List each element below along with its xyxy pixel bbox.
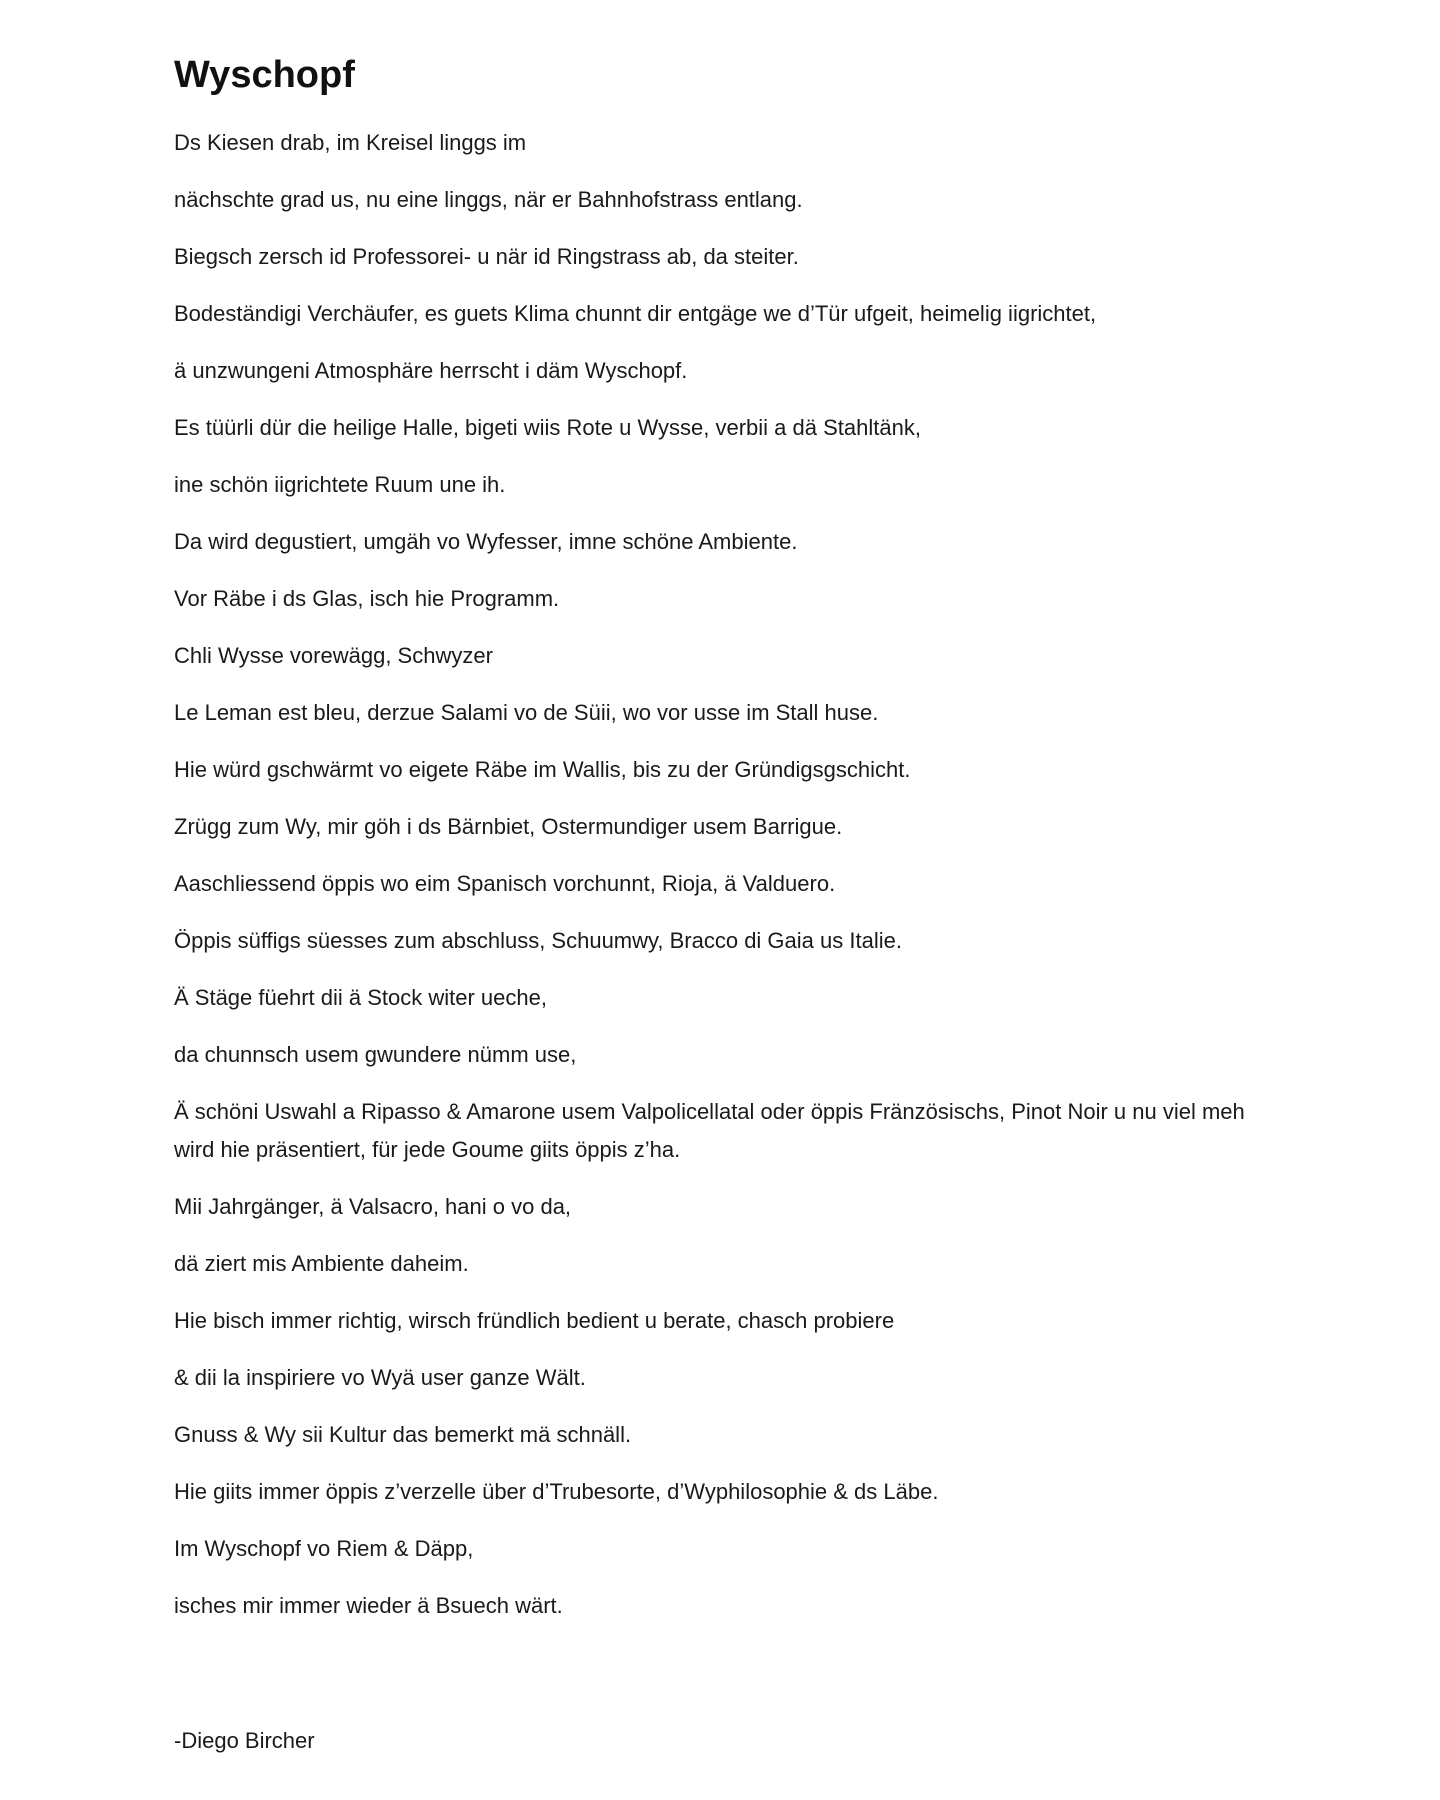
poem-line-15: Öppis süffigs süesses zum abschluss, Schuumwy, Bracco di Gaia us Italie.	[174, 928, 902, 953]
poem-title: Wyschopf	[174, 54, 355, 96]
poem-line-14: Aaschliessend öppis wo eim Spanisch vorchunnt, Rioja, ä Valduero.	[174, 871, 836, 896]
poem-line-8: Da wird degustiert, umgäh vo Wyfesser, imne schöne Ambiente.	[174, 529, 798, 554]
poem-line-6: Es tüürli dür die heilige Halle, bigeti wiis Rote u Wysse, verbii a dä Stahltänk,	[174, 415, 921, 440]
poem-line-19: Mii Jahrgänger, ä Valsacro, hani o vo da,	[174, 1194, 572, 1219]
poem-line-11: Le Leman est bleu, derzue Salami vo de Süii, wo vor usse im Stall huse.	[174, 700, 879, 725]
poem-line-13: Zrügg zum Wy, mir göh i ds Bärnbiet, Ostermundiger usem Barrigue.	[174, 814, 843, 839]
poem-line-25: Im Wyschopf vo Riem & Däpp,	[174, 1536, 474, 1561]
author-signature: -Diego Bircher	[174, 1728, 315, 1753]
poem-line-16: Ä Stäge füehrt dii ä Stock witer ueche,	[174, 985, 547, 1010]
document-page	[174, 52, 1294, 1644]
poem-line-18: Ä schöni Uswahl a Ripasso & Amarone usem Valpolicellatal oder öppis Fränzösischs, Pinot Noir u nu viel meh wird hie präsentiert, für jede Goume giits öppis z’ha.	[174, 1099, 1245, 1162]
poem-line-12: Hie würd gschwärmt vo eigete Räbe im Wallis, bis zu der Gründigsgschicht.	[174, 757, 911, 782]
poem-line-22: & dii la inspiriere vo Wyä user ganze Wält.	[174, 1365, 586, 1390]
poem-line-4: Bodeständigi Verchäufer, es guets Klima chunnt dir entgäge we d’Tür ufgeit, heimelig iigrichtet,	[174, 301, 1097, 326]
poem-line-20: dä ziert mis Ambiente daheim.	[174, 1251, 469, 1276]
poem-line-5: ä unzwungeni Atmosphäre herrscht i däm Wyschopf.	[174, 358, 688, 383]
poem-line-21: Hie bisch immer richtig, wirsch fründlich bedient u berate, chasch probiere	[174, 1308, 895, 1333]
poem-line-2: nächschte grad us, nu eine linggs, när er Bahnhofstrass entlang.	[174, 187, 803, 212]
poem-line-24: Hie giits immer öppis z’verzelle über d’Trubesorte, d’Wyphilosophie & ds Läbe.	[174, 1479, 939, 1504]
poem-line-23: Gnuss & Wy sii Kultur das bemerkt mä schnäll.	[174, 1422, 632, 1447]
poem-line-26: isches mir immer wieder ä Bsuech wärt.	[174, 1593, 563, 1618]
poem-line-7: ine schön iigrichtete Ruum une ih.	[174, 472, 506, 497]
poem-line-3: Biegsch zersch id Professorei- u när id Ringstrass ab, da steiter.	[174, 244, 799, 269]
poem-line-17: da chunnsch usem gwundere nümm use,	[174, 1042, 577, 1067]
poem-line-10: Chli Wysse vorewägg, Schwyzer	[174, 643, 493, 668]
poem-line-1: Ds Kiesen drab, im Kreisel linggs im	[174, 130, 527, 155]
poem-body	[174, 124, 1294, 1625]
poem-line-9: Vor Räbe i ds Glas, isch hie Programm.	[174, 586, 560, 611]
